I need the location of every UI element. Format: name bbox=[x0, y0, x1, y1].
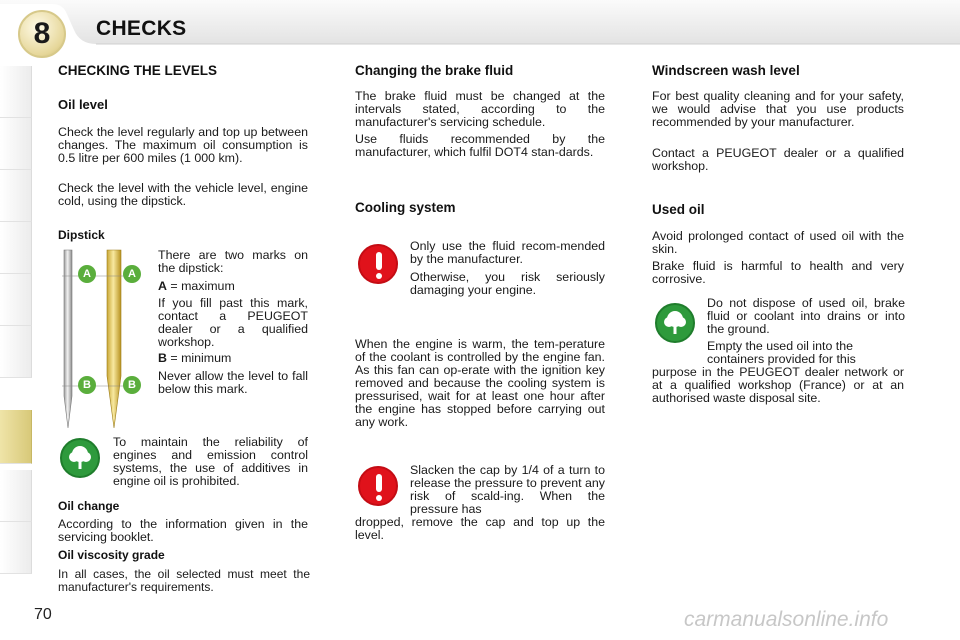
chapter-tab[interactable] bbox=[0, 170, 32, 222]
warning-icon bbox=[358, 244, 398, 284]
oil-level-title: Oil level bbox=[58, 97, 108, 112]
chapter-tab-active[interactable] bbox=[0, 410, 32, 464]
section-title: CHECKING THE LEVELS bbox=[58, 63, 218, 78]
washer-paragraph-1: For best quality cleaning and for your safety, we would advise that you use products recommended by your manufacturer. bbox=[652, 89, 904, 129]
dipstick-label-b: B bbox=[123, 376, 141, 394]
chapter-tab[interactable] bbox=[0, 66, 32, 118]
oil-level-paragraph-1: Check the level regularly and top up between changes. The maximum oil consumption is 0.5 litre per 600 miles (1 000 km). bbox=[58, 125, 308, 165]
chapter-tab[interactable] bbox=[0, 222, 32, 274]
mark-b-letter: B bbox=[158, 351, 167, 365]
viscosity-text: In all cases, the oil selected must meet the manufacturer's requirements. bbox=[58, 567, 310, 594]
cooling-paragraph: When the engine is warm, the tem-perature of the coolant is controlled by the engine fan. As this fan can op-erate with the ignition key removed and because the cooling system is pressurised, wait for at least one hour after the engine has stopped before carrying out any work. bbox=[355, 337, 605, 429]
tree-icon bbox=[60, 438, 100, 478]
chapter-number: 8 bbox=[18, 10, 66, 58]
mark-b-line bbox=[158, 352, 308, 365]
chapter-tab[interactable] bbox=[0, 522, 32, 574]
cooling-title: Cooling system bbox=[355, 200, 456, 215]
brake-fluid-title: Changing the brake fluid bbox=[355, 63, 514, 78]
oil-change-title: Oil change bbox=[58, 499, 120, 513]
eco-disposal-2-rest: containers provided for this bbox=[707, 352, 856, 366]
dipstick-label-a: A bbox=[78, 265, 96, 283]
slacken-warning: Slacken the cap by 1/4 of a turn to release the pressure to prevent any risk of scald-ing. When the pressure has bbox=[410, 463, 605, 516]
oil-level-paragraph-2: Check the level with the vehicle level, engine cold, using the dipstick. bbox=[58, 181, 308, 208]
oil-change-text: According to the information given in the servicing booklet. bbox=[58, 517, 308, 544]
mark-a-note: If you fill past this mark, contact a PEUGEOT dealer or a qualified workshop. bbox=[158, 296, 308, 349]
mark-a-text: = maximum bbox=[166, 279, 235, 293]
dipstick-label-a: A bbox=[123, 265, 141, 283]
cooling-warning-1: Only use the fluid recom-mended by the manufacturer. bbox=[410, 239, 605, 266]
chapter-tab[interactable] bbox=[0, 326, 32, 378]
chapter-tab[interactable] bbox=[0, 118, 32, 170]
used-oil-paragraph: Avoid prolonged contact of used oil with the skin. bbox=[652, 229, 904, 256]
washer-title: Windscreen wash level bbox=[652, 63, 800, 78]
washer-paragraph-2: Contact a PEUGEOT dealer or a qualified workshop. bbox=[652, 146, 904, 173]
eco-note: To maintain the reliability of engines and emission control systems, the use of additives in engine oil is prohibited. bbox=[113, 435, 308, 488]
mark-b-note: Never allow the level to fall below this mark. bbox=[158, 369, 308, 396]
mark-b-text: = minimum bbox=[166, 351, 232, 365]
eco-disposal-2-tail: purpose in the PEUGEOT dealer network or at a qualified workshop (France) or at an authorised waste disposal site. bbox=[652, 365, 904, 405]
eco-disposal-1: Do not dispose of used oil, brake fluid or coolant into drains or into the ground. bbox=[707, 296, 905, 336]
mark-a-line bbox=[158, 280, 308, 293]
chapter-tab[interactable] bbox=[0, 274, 32, 326]
dipstick-title: Dipstick bbox=[58, 228, 105, 242]
chapter-title: CHECKS bbox=[96, 17, 187, 40]
eco-disposal-2: Empty the used oil into the bbox=[707, 339, 854, 353]
mark-a-letter: A bbox=[158, 279, 167, 293]
dipstick-intro: There are two marks on the dipstick: bbox=[158, 248, 308, 275]
dipstick-label-b: B bbox=[78, 376, 96, 394]
used-oil-paragraph-2: Brake fluid is harmful to health and very corrosive. bbox=[652, 259, 904, 286]
tree-icon bbox=[655, 303, 695, 343]
brake-paragraph-2: Use fluids recommended by the manufacturer, which fulfil DOT4 stan-dards. bbox=[355, 132, 605, 159]
chapter-tab[interactable] bbox=[0, 470, 32, 522]
chapter-header bbox=[0, 0, 960, 50]
page-number: 70 bbox=[34, 606, 52, 623]
viscosity-title: Oil viscosity grade bbox=[58, 548, 165, 562]
watermark: carmanualsonline.info bbox=[684, 608, 889, 631]
used-oil-title: Used oil bbox=[652, 202, 705, 217]
warning-icon bbox=[358, 466, 398, 506]
slacken-rest: dropped, remove the cap and top up the level. bbox=[355, 515, 605, 542]
cooling-warning-2: Otherwise, you risk seriously damaging your engine. bbox=[410, 270, 605, 297]
brake-paragraph-1: The brake fluid must be changed at the intervals stated, according to the manufacturer's servicing schedule. bbox=[355, 89, 605, 129]
